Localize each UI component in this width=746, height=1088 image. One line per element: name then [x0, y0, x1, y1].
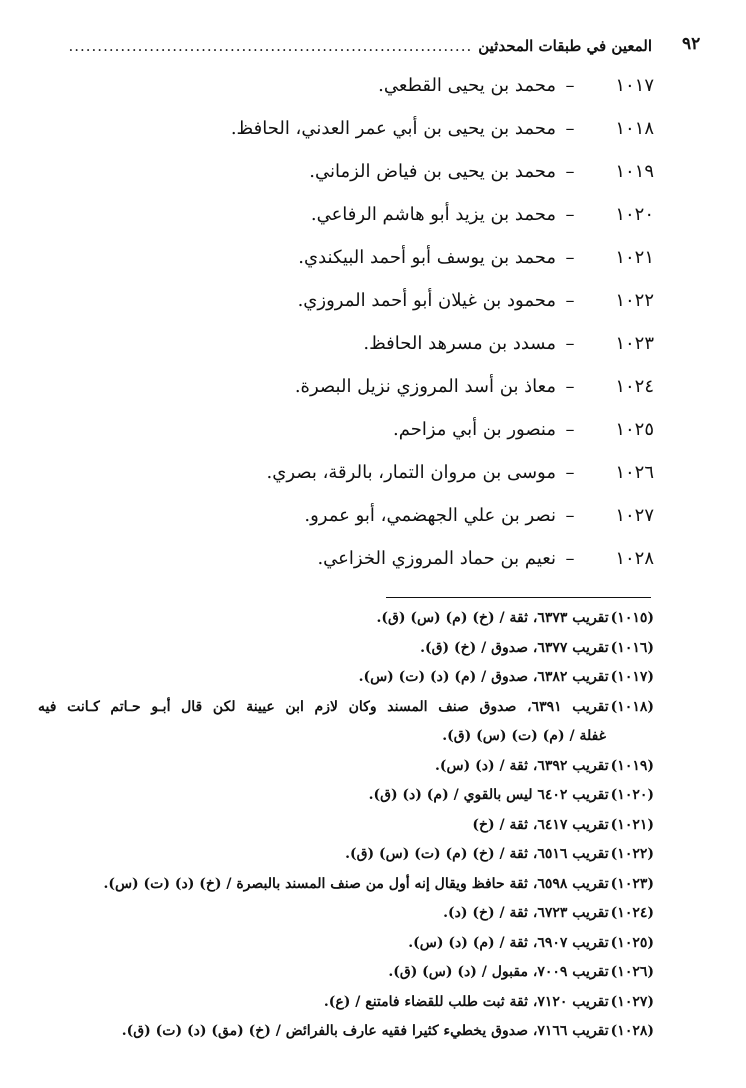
footnote-text: تقريب ٦٧٢٣، ثقة / (خ) (د). [443, 905, 609, 921]
header-dot-leader: ...................................................................... [68, 37, 473, 55]
footnote [38, 634, 654, 664]
entry-dash: – [565, 504, 575, 526]
list-item [40, 193, 654, 236]
list-item [40, 150, 654, 193]
entry-number: ١٠٢٤ [615, 375, 654, 397]
footnote [38, 811, 654, 841]
entry-dash: – [565, 418, 575, 440]
footnote [38, 899, 654, 929]
entry-name: نصر بن علي الجهضمي، أبو عمرو. [304, 504, 556, 526]
entry-name: محمود بن غيلان أبو أحمد المروزي. [297, 289, 556, 311]
entry-number: ١٠٢٧ [615, 504, 654, 526]
footnote-number: (١٠٢١) [610, 816, 654, 833]
entry-number: ١٠٢٨ [615, 547, 654, 569]
entry-dash: – [565, 289, 575, 311]
footnote-number: (١٠٢٤) [610, 905, 654, 921]
footnote-number: (١٠٢٨) [610, 1023, 654, 1039]
entry-number: ١٠١٩ [615, 160, 654, 182]
footnote-number: (١٠٢٠) [610, 787, 654, 803]
footnote [38, 929, 654, 959]
entry-number: ١٠٢٥ [615, 418, 654, 440]
entry-dash: – [565, 117, 575, 139]
entry-dash: – [565, 74, 575, 96]
footnote-text: تقريب ٦٣٧٧، صدوق / (خ) (ق). [420, 639, 609, 656]
footnote-text: غفلة / (م) (ت) (س) (ق). [442, 728, 606, 744]
footnote [38, 781, 654, 811]
footnote-divider [386, 597, 651, 598]
footnote-text: تقريب ٦٤١٧، ثقة / (خ) [472, 816, 609, 833]
header-title: المعين في طبقات المحدثين [478, 37, 652, 55]
footnote [38, 1017, 654, 1047]
entry-number: ١٠١٨ [615, 117, 654, 139]
entry-dash: – [565, 547, 575, 569]
entry-name: مسدد بن مسرهد الحافظ. [363, 332, 556, 354]
entry-name: محمد بن يوسف أبو أحمد البيكندي. [298, 246, 556, 268]
footnote-number: (١٠٢٧) [610, 993, 654, 1010]
footnote-number: (١٠١٧) [610, 669, 654, 685]
list-item [40, 322, 654, 365]
entry-dash: – [565, 160, 575, 182]
entry-name: محمد بن يحيى القطعي. [378, 74, 556, 96]
footnote [38, 870, 654, 900]
list-item [40, 408, 654, 451]
entry-number: ١٠٢٢ [615, 289, 654, 311]
footnote-text: تقريب ٧١٢٠، ثقة ثبت طلب للقضاء فامتنع / (ع). [323, 993, 609, 1010]
entry-name: منصور بن أبي مزاحم. [393, 418, 556, 440]
footnote-number: (١٠١٥) [610, 610, 654, 626]
footnote-text: تقريب ٦٤٠٢ ليس بالقوي / (م) (د) (ق). [368, 787, 609, 803]
footnote [38, 693, 654, 723]
entry-name: محمد بن يحيى بن فياض الزماني. [309, 160, 556, 182]
footnote-number: (١٠٢٢) [610, 846, 654, 862]
entry-name: نعيم بن حماد المروزي الخزاعي. [317, 547, 556, 569]
footnote-text: تقريب ٦٣٩٢، ثقة / (د) (س). [435, 757, 609, 774]
footnote-text: تقريب ٦٥١٦، ثقة / (خ) (م) (ت) (س) (ق). [345, 846, 609, 862]
entry-name: معاذ بن أسد المروزي نزيل البصرة. [294, 375, 556, 397]
entry-dash: – [565, 246, 575, 268]
running-header [38, 34, 701, 58]
footnote [38, 752, 654, 782]
footnote-text: تقريب ٦٣٧٣، ثقة / (خ) (م) (س) (ق). [376, 610, 609, 626]
footnote [38, 604, 654, 634]
footnote-text: تقريب ٧٠٠٩، مقبول / (د) (س) (ق). [388, 964, 609, 980]
entry-dash: – [565, 461, 575, 483]
entry-number: ١٠٢٣ [615, 332, 654, 354]
list-item [40, 107, 654, 150]
footnote-number: (١٠١٦) [610, 639, 654, 656]
footnote-text: تقريب ٦٣٩١، صدوق صنف المسند وكان لازم ابن عيينة لكن قال أبـو حـاتم كـانت فيه [38, 698, 609, 715]
list-item [40, 537, 654, 580]
footnote-text: تقريب ٦٥٩٨، ثقة حافظ ويقال إنه أول من صنف المسند بالبصرة / (خ) (د) (ت) (س). [103, 875, 609, 892]
entry-name: محمد بن يزيد أبو هاشم الرفاعي. [310, 203, 556, 225]
entry-number: ١٠٢٠ [615, 203, 654, 225]
entry-name: موسى بن مروان التمار، بالرقة، بصري. [266, 461, 556, 483]
footnote [38, 840, 654, 870]
entry-number: ١٠٢١ [615, 246, 654, 268]
footnote [38, 663, 654, 693]
entry-number: ١٠١٧ [615, 74, 654, 96]
footnotes [38, 604, 654, 1047]
list-item [40, 64, 654, 107]
footnote-number: (١٠١٨) [610, 698, 654, 715]
entry-number: ١٠٢٦ [615, 461, 654, 483]
list-item [40, 365, 654, 408]
page-number: ٩٢ [682, 34, 701, 54]
entry-dash: – [565, 332, 575, 354]
footnote-number: (١٠١٩) [610, 757, 654, 774]
footnote-number: (١٠٢٣) [610, 875, 654, 892]
list-item [40, 494, 654, 537]
footnote-text: تقريب ٦٣٨٢، صدوق / (م) (د) (ت) (س). [358, 669, 609, 685]
list-item [40, 236, 654, 279]
narrator-list [40, 64, 654, 580]
entry-dash: – [565, 375, 575, 397]
footnote-continuation [38, 722, 654, 752]
entry-name: محمد بن يحيى بن أبي عمر العدني، الحافظ. [230, 117, 556, 139]
footnote-number: (١٠٢٦) [610, 964, 654, 980]
list-item [40, 451, 654, 494]
footnote [38, 958, 654, 988]
list-item [40, 279, 654, 322]
footnote-text: تقريب ٦٩٠٧، ثقة / (م) (د) (س). [408, 934, 609, 951]
footnote-text: تقريب ٧١٦٦، صدوق يخطيء كثيرا فقيه عارف بالفرائض / (خ) (مق) (د) (ت) (ق). [121, 1023, 609, 1039]
entry-dash: – [565, 203, 575, 225]
footnote-number: (١٠٢٥) [610, 934, 654, 951]
footnote [38, 988, 654, 1018]
